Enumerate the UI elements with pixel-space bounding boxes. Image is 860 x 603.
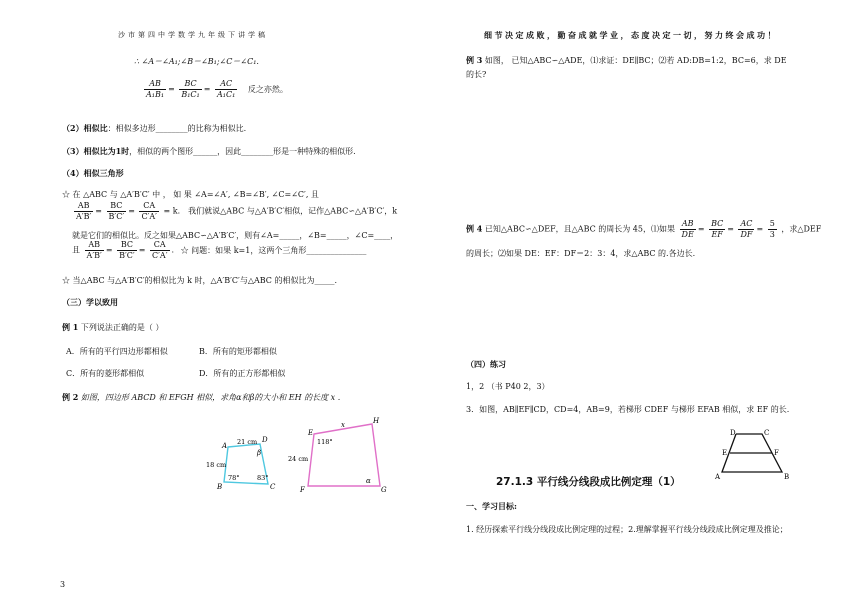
fraction: $\frac{BC}{B'C'}$	[108, 201, 125, 221]
quad-efgh-figure	[286, 414, 398, 494]
fraction: $\frac{CA}{C'A'}$	[141, 201, 157, 221]
practice-3: 3．如图，AB∥EF∥CD，CD=4，AB=9，若梯形 CDEF 与梯形 EFAB 相似，求 EF 的长.	[466, 405, 790, 414]
right-header: 细节决定成败，勤奋成就学业，态度决定一切，努力终会成功！	[484, 30, 778, 40]
fraction: $\frac{BC}{B'C'}$	[119, 240, 135, 260]
star-definition-line3: 就是它们的相似比。反之如果△ABC∽△A′B′C′，则有∠A=_____，∠B=_____，∠C=____，	[72, 231, 399, 240]
label-a: A	[715, 473, 721, 481]
example-3-line1: 例 3 如图， 已知△ABC∽△ADE，⑴求证：DE∥BC；⑵若 AD:DB=1:2，BC=6，求 DE	[466, 55, 787, 65]
label-g: G	[381, 486, 387, 494]
label-24cm: 24 cm	[288, 455, 309, 463]
section-title: 27.1.3 平行线分线段成比例定理（1）	[496, 476, 681, 488]
fraction: $\frac{AC}{DF}$	[740, 219, 753, 239]
item-similar-triangles: （4）相似三角形	[62, 168, 124, 178]
label-d: D	[262, 436, 268, 444]
learning-goals-heading: 一、学习目标:	[466, 501, 517, 511]
label-18cm: 18 cm	[206, 461, 227, 469]
fraction: $\frac{AB}{A'B'}$	[76, 201, 92, 221]
label-h: H	[373, 417, 380, 425]
section-apply: （三）学以致用	[62, 297, 118, 307]
star-definition-line4: 且 $\frac{AB}{A'B'}$ = $\frac{BC}{B'C'}$ = $\frac{CA}{C'A'}$ . ☆ 问题：如果 k=1，这两个三角形_______________	[72, 240, 367, 260]
fraction: $\frac{BC}{EF}$	[711, 219, 724, 239]
example-1: 例 1 下列说法正确的是（ ）	[62, 322, 164, 332]
label-a: A	[222, 442, 228, 450]
label-beta: β	[257, 449, 262, 457]
star-ratio-k: ☆ 当△ABC 与△A′B′C′的相似比为 k 时，△A′B′C′与△ABC 的相似比为_____.	[62, 276, 338, 285]
label-d: D	[730, 429, 736, 437]
label-alpha: α	[366, 477, 371, 485]
label-78deg: 78°	[228, 474, 240, 482]
fraction: $\frac{AC}{\text{A₁C₁}}$	[217, 79, 236, 99]
fraction: $\frac{AB}{\text{A₁B₁}}$	[146, 79, 165, 99]
trapezoid-figure	[712, 424, 798, 484]
item-similarity-ratio: （2）相似比：相似多边形________的比称为相似比.	[62, 123, 247, 133]
fraction: $\frac{BC}{\text{B₁C₁}}$	[181, 79, 200, 99]
fraction: $\frac{AB}{DE}$	[681, 219, 694, 239]
star-definition-line2: $\frac{AB}{A'B'}$ = $\frac{BC}{B'C'}$ = $\frac{CA}{C'A'}$ = k． 我们就说△ABC 与△A′B′C′相似，记作△ABC∽△A′B′C′，k	[76, 201, 398, 221]
section-practice: （四）练习	[466, 359, 506, 369]
option-c: C．所有的菱形都相似	[66, 369, 145, 378]
equal-angles-line: ∴ ∠A＝∠A₁;∠B＝∠B₁;∠C＝∠C₁.	[134, 57, 259, 66]
star-definition-line1: ☆ 在 △ABC 与 △A′B′C′ 中 ， 如 果 ∠A=∠A′, ∠B=∠B′, ∠C=∠C′, 且	[62, 190, 319, 199]
label-83deg: 83°	[257, 474, 269, 482]
label-x: x	[341, 421, 345, 429]
label-118deg: 118°	[317, 438, 333, 446]
practice-1-2: 1，2 （书 P40 2，3）	[466, 382, 550, 391]
item-ratio-one: （3）相似比为1时，相似的两个图形______，因此________形是一种特殊的相似形.	[62, 146, 356, 156]
option-b: B．所有的矩形都相似	[199, 347, 277, 356]
label-c: C	[764, 429, 770, 437]
learning-goals-text: 1. 经历探索平行线分线段成比例定理的过程；2.理解掌握平行线分线段成比例定理及推论；	[466, 525, 788, 534]
fraction: $\frac{5}{3}$	[769, 219, 775, 239]
quad-abcd-figure	[200, 432, 280, 494]
label-e: E	[308, 429, 314, 437]
label-21cm: 21 cm	[237, 438, 258, 446]
ratio-equation: $\frac{AB}{\text{A₁B₁}}$ = $\frac{BC}{\text{B₁C₁}}$ = $\frac{AC}{\text{A₁C₁}}$ 反之亦然。	[146, 79, 288, 99]
option-a: A．所有的平行四边形都相似	[66, 347, 168, 356]
label-c: C	[270, 483, 276, 491]
label-e: E	[722, 449, 728, 457]
page-number: 3	[60, 580, 66, 589]
example-2: 例 2 如图，四边形 ABCD 和 EFGH 相似，求角α和β的大小和 EH 的长度 x .	[62, 392, 341, 402]
example-3-line2: 的长?	[466, 70, 487, 79]
option-d: D．所有的正方形都相似	[199, 369, 286, 378]
fraction: $\frac{CA}{C'A'}$	[151, 240, 168, 260]
fraction: $\frac{AB}{A'B'}$	[86, 240, 102, 260]
label-b: B	[217, 483, 223, 491]
left-header: 沙市第四中学数学九年级下讲学稿	[118, 31, 268, 39]
example-4-line1: 例 4 已知△ABC∽△DEF，且△ABC 的周长为 45，⑴如果 $\frac{AB}{DE}$ = $\frac{BC}{EF}$ = $\frac{AC}{DF}$ = $\frac{5}{3}$ ，求△DEF	[466, 219, 822, 239]
label-f: F	[774, 449, 779, 457]
label-b: B	[784, 473, 790, 481]
example-4-line2: 的周长；⑵如果 DE：EF：DF＝2：3：4，求△ABC 的.各边长.	[466, 249, 696, 258]
label-f: F	[300, 486, 305, 494]
